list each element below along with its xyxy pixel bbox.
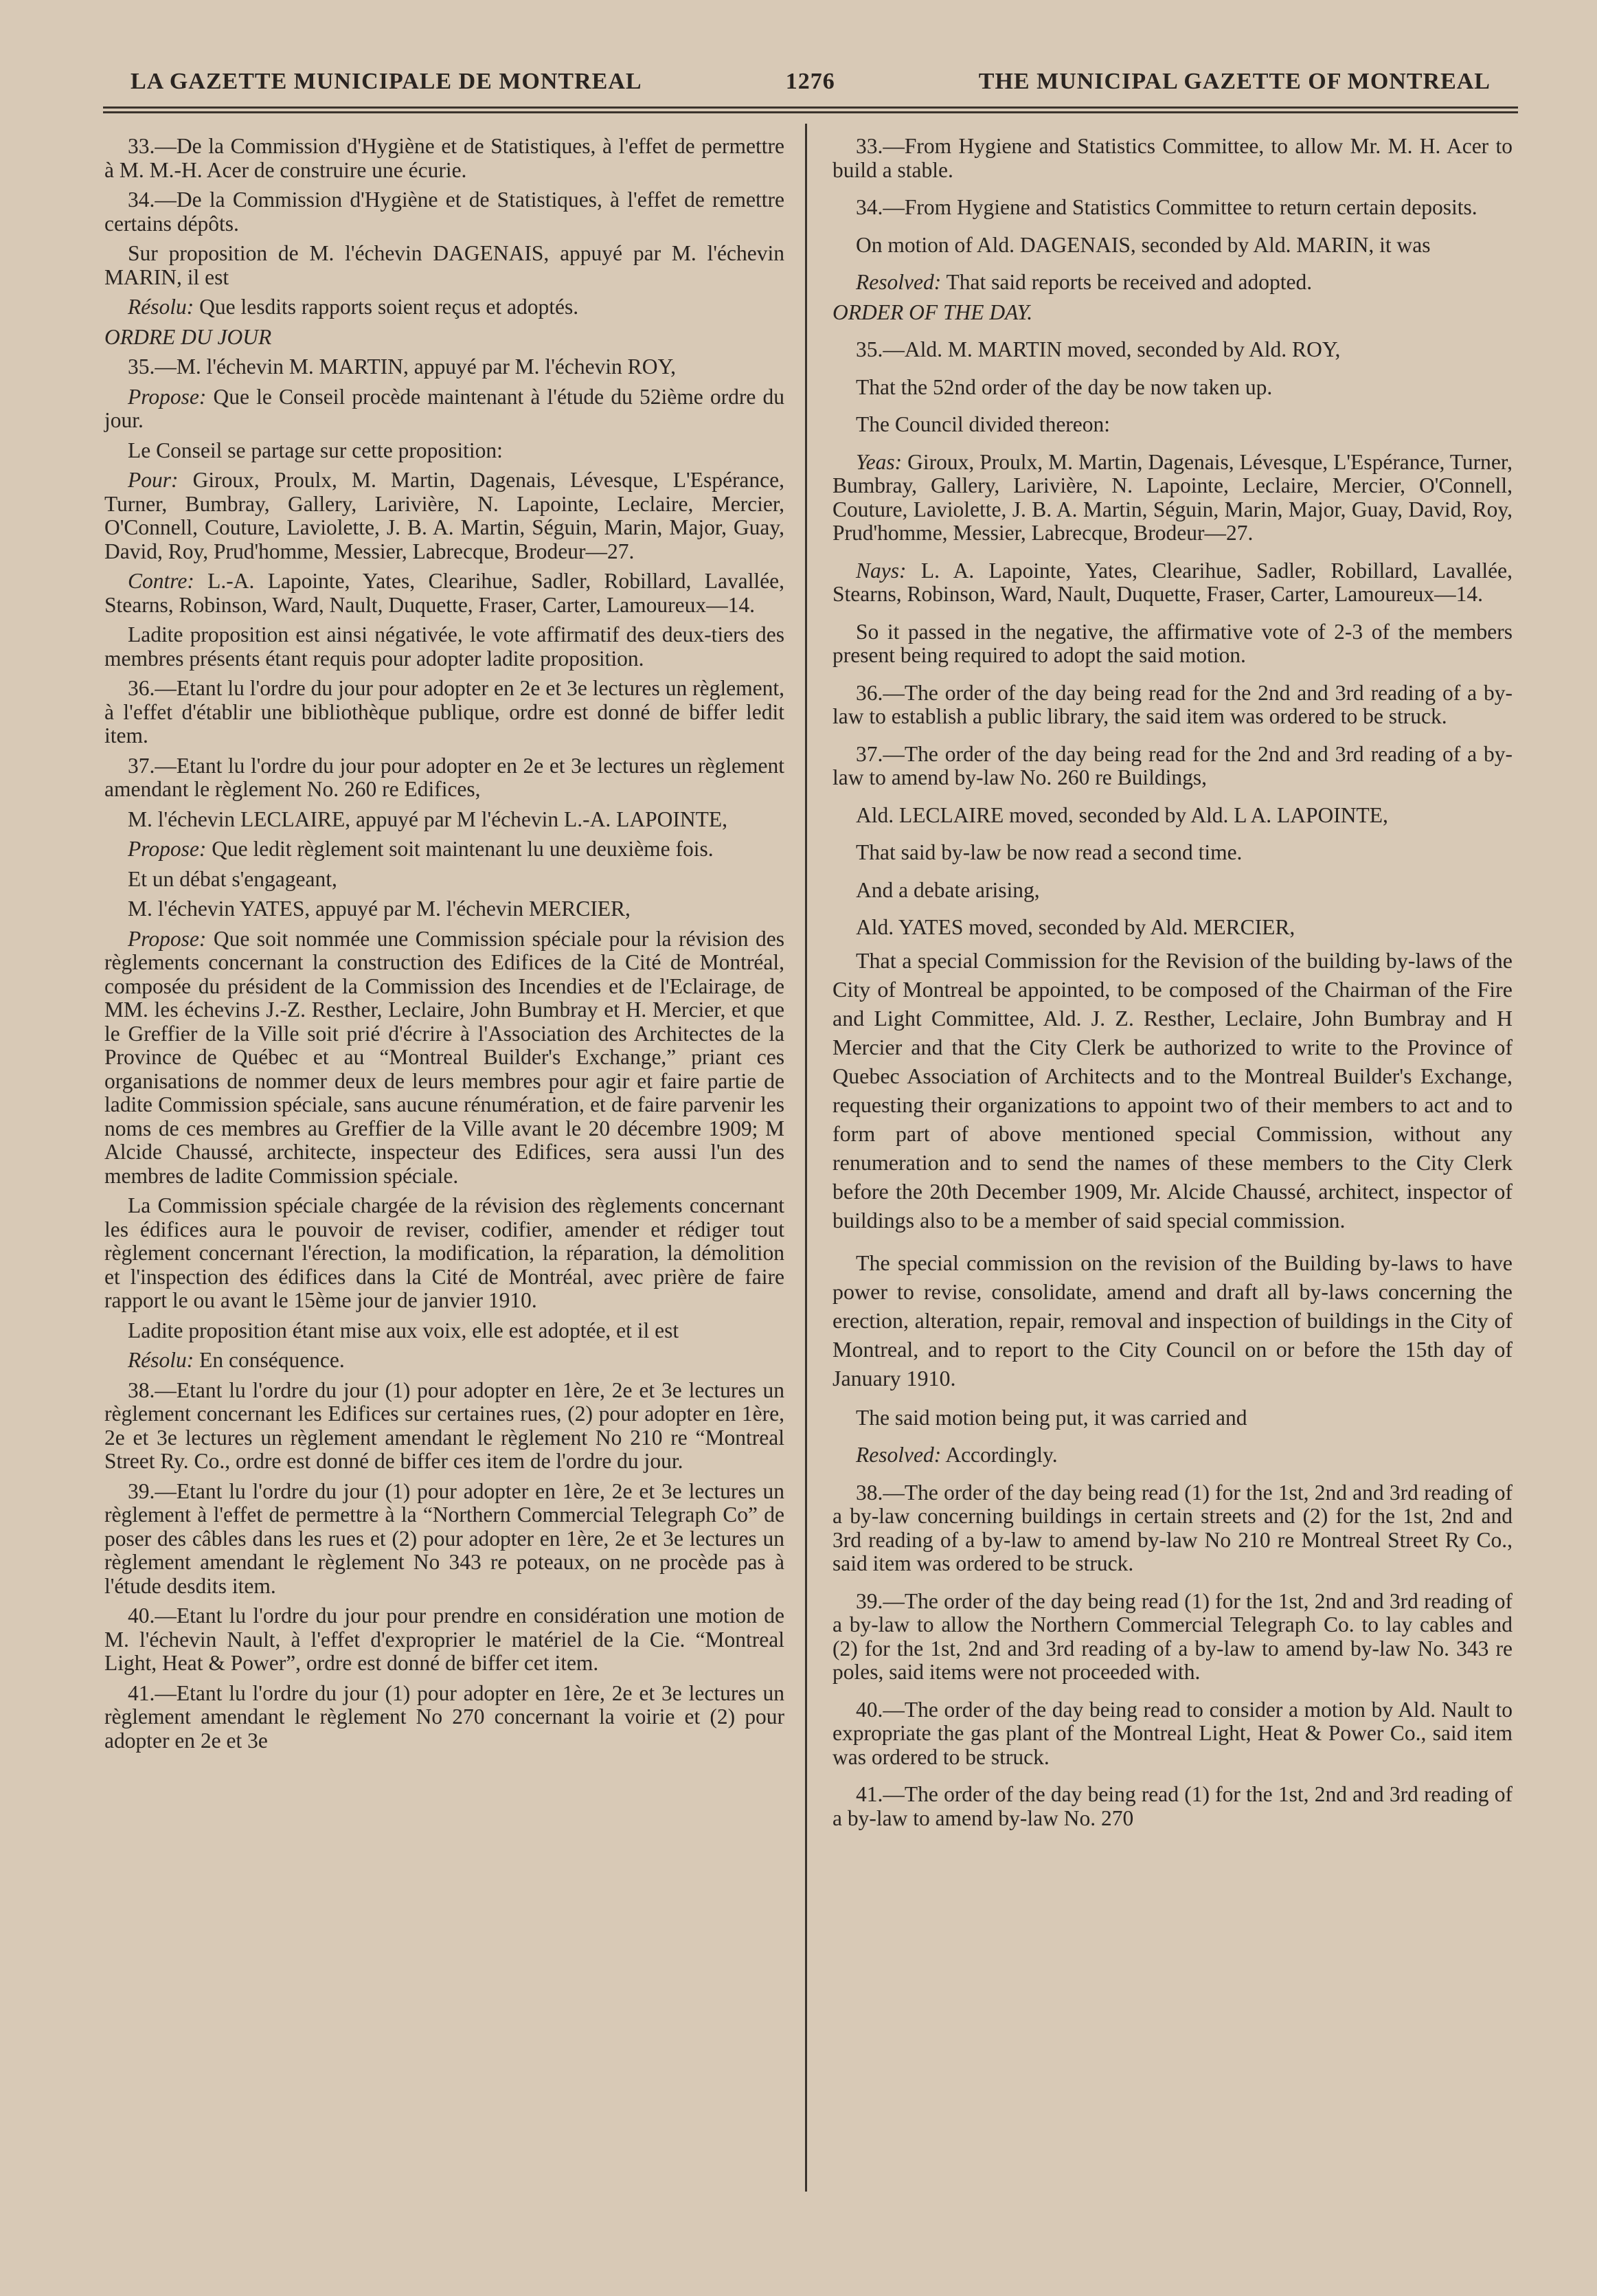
- paragraph-text: Que soit nommée une Commission spéciale pour la révision des règlements concernant la construction des Edifices de la Cité de Montréal, composée du président de la Commission des Incendies et de l'Eclairage, de MM. les échevins J.-Z. Resther, Leclaire, John Bumbray et H. Mercier, et que le Greffier de la Ville soit prié d'écrire à l'Association des Architectes de la Province de Québec et au “Montreal Builder's Exchange,” priant ces organisations de nommer deux de leurs membres pour agir et faire partie de ladite Commission spéciale, sans aucune rénumération, et de faire parvenir les noms de ces membres au Greffier de la Ville avant le 20 décembre 1909; M Alcide Chaussé, architecte, inspecteur des Edifices, sera aussi l'un des membres de ladite Commission spéciale.: [104, 926, 784, 1188]
- paragraph-text: 35.—Ald. M. MARTIN moved, seconded by Ald. ROY,: [856, 337, 1341, 361]
- paragraph: [104, 439, 784, 463]
- paragraph-text: L. A. Lapointe, Yates, Clearihue, Sadler, Robillard, Lavallée, Stearns, Robinson, Ward, Nault, Duquette, Fraser, Carter, Lamoureux—14.: [833, 558, 1513, 606]
- paragraph: [833, 841, 1513, 865]
- paragraph-text: La Commission spéciale chargée de la révision des règlements concernant les édifices aura le pouvoir de reviser, codifier, amender et rédiger tout règlement concernant l'érection, la modification, la réparation, la démolition et l'inspection des édifices dans la Cité de Montréal, avec prière de faire rapport le ou avant le 15ème jour de janvier 1910.: [104, 1193, 784, 1312]
- motion-label: Resolved:: [856, 270, 942, 294]
- paragraph-text: 41.—The order of the day being read (1) for the 1st, 2nd and 3rd reading of a by-law to amend by-law No. 270: [833, 1782, 1513, 1830]
- paragraph-text: Giroux, Proulx, M. Martin, Dagenais, Lévesque, L'Espérance, Turner, Bumbray, Gallery, Larivière, N. Lapointe, Leclaire, Mercier, O'Connell, Couture, Laviolette, J. B. A. Martin, Séguin, Marin, Major, Guay, David, Roy, Prud'homme, Messier, Labrecque, Brodeur—27.: [833, 449, 1513, 545]
- paragraph-text: Que lesdits rapports soient reçus et adoptés.: [194, 295, 579, 319]
- paragraph-text: 33.—From Hygiene and Statistics Committee, to allow Mr. M. H. Acer to build a stable.: [833, 134, 1513, 182]
- paragraph: [833, 234, 1513, 258]
- paragraph-text: On motion of Ald. DAGENAIS, seconded by Ald. MARIN, it was: [856, 232, 1431, 257]
- paragraph-text: 40.—The order of the day being read to consider a motion by Ald. Nault to expropriate the gas plant of the Montreal Light, Heat & Power Co., said item was ordered to be struck.: [833, 1697, 1513, 1769]
- header-rule: [103, 106, 1518, 109]
- paragraph: [833, 376, 1513, 400]
- paragraph: [833, 338, 1513, 362]
- paragraph-text: Et un débat s'engageant,: [128, 866, 337, 891]
- paragraph-text: 35.—M. l'échevin M. MARTIN, appuyé par M. l'échevin ROY,: [128, 354, 677, 379]
- paragraph-text: And a debate arising,: [856, 877, 1040, 902]
- paragraph: [104, 1379, 784, 1474]
- paragraph: [104, 1682, 784, 1753]
- paragraph: [104, 623, 784, 671]
- paragraph: [833, 1406, 1513, 1430]
- paragraph-text: 36.—The order of the day being read for the 2nd and 3rd reading of a by-law to establish a public library, the said item was ordered to be struck.: [833, 680, 1513, 728]
- section-heading: ORDER OF THE DAY.: [833, 300, 1033, 324]
- paragraph-text: 36.—Etant lu l'ordre du jour pour adopter en 2e et 3e lectures un règlement, à l'effet d'établir une bibliothèque publique, ordre est donné de biffer ledit item.: [104, 676, 784, 747]
- paragraph: [833, 879, 1513, 903]
- motion-label: Résolu:: [128, 295, 194, 319]
- paragraph: [833, 1590, 1513, 1685]
- paragraph-text: Que le Conseil procède maintenant à l'étude du 52ième ordre du jour.: [104, 384, 784, 432]
- paragraph: [104, 355, 784, 379]
- paragraph-text: Sur proposition de M. l'échevin DAGENAIS, appuyé par M. l'échevin MARIN, il est: [104, 241, 784, 289]
- paragraph: [104, 135, 784, 182]
- column-divider: [805, 124, 807, 2192]
- paragraph-text: Le Conseil se partage sur cette proposition:: [128, 438, 503, 462]
- motion-label: Propose:: [128, 384, 207, 409]
- motion-label: Propose:: [128, 926, 207, 951]
- paragraph: [833, 196, 1513, 220]
- paragraph: [104, 188, 784, 236]
- motion-label: Contre:: [128, 569, 194, 593]
- paragraph: [104, 754, 784, 802]
- paragraph: [104, 570, 784, 617]
- paragraph-text: That the 52nd order of the day be now taken up.: [856, 374, 1273, 399]
- paragraph: [104, 868, 784, 892]
- running-header: [131, 69, 1491, 95]
- paragraph-text: Que ledit règlement soit maintenant lu une deuxième fois.: [206, 837, 714, 861]
- paragraph-text: 38.—The order of the day being read (1) for the 1st, 2nd and 3rd reading of a by-law concerning buildings in certain streets and (2) for the 1st, 2nd and 3rd reading of a by-law to amend by-law No 210 re Montreal Street Ry Co., said item was ordered to be struck.: [833, 1480, 1513, 1575]
- motion-label: Nays:: [856, 558, 907, 583]
- paragraph-text: That a special Commission for the Revision of the building by-laws of the City of Montreal be appointed, to be composed of the Chairman of the Fire and Light Committee, Ald. J. Z. Resther, Leclaire, John Bumbray and H Mercier and that the City Clerk be authorized to write to the Province of Quebec Association of Architects and to the Montreal Builder's Exchange, requesting their organizations to appoint two of their members to act and to form part of above mentioned special Commission, without any renumeration and to send the names of these members to the City Clerk before the 20th December 1909, Mr. Alcide Chaussé, architect, inspector of buildings also to be a member of said special commission.: [833, 947, 1513, 1233]
- paragraph: [104, 897, 784, 921]
- paragraph: [833, 559, 1513, 607]
- paragraph: [833, 946, 1513, 1235]
- paragraph-text: Ald. LECLAIRE moved, seconded by Ald. L A. LAPOINTE,: [856, 802, 1388, 827]
- paragraph-text: 34.—From Hygiene and Statistics Committee to return certain deposits.: [856, 195, 1477, 219]
- paragraph: [104, 242, 784, 289]
- paragraph-text: 37.—Etant lu l'ordre du jour pour adopter en 2e et 3e lectures un règlement amendant le règlement No. 260 re Edifices,: [104, 753, 784, 801]
- paragraph: [104, 1319, 784, 1343]
- paragraph-text: The special commission on the revision of the Building by-laws to have power to revise, consolidate, amend and draft all by-laws concerning the erection, alteration, repair, removal and inspection of buildings in the City of Montreal, and to report to the City Council on or before the 15th day of January 1910.: [833, 1250, 1513, 1391]
- header-french-title: LA GAZETTE MUNICIPALE DE MONTREAL: [131, 69, 642, 94]
- paragraph-text: That said reports be received and adopted.: [941, 270, 1313, 294]
- paragraph-text: 34.—De la Commission d'Hygiène et de Statistiques, à l'effet de remettre certains dépôts.: [104, 188, 784, 236]
- paragraph: [833, 1248, 1513, 1393]
- french-column: [104, 135, 784, 1759]
- section-heading: ORDRE DU JOUR: [104, 324, 272, 349]
- paragraph: [833, 1698, 1513, 1770]
- paragraph-text: 38.—Etant lu l'ordre du jour (1) pour adopter en 1ère, 2e et 3e lectures un règlement concernant les Edifices sur certaines rues, (2) pour adopter en 1ère, 2e et 3e lectures un règlement amendant le règlement No 210 re “Montreal Street Ry. Co., ordre est donné de biffer ces item de l'ordre du jour.: [104, 1377, 784, 1473]
- paragraph: [833, 1481, 1513, 1576]
- paragraph: [833, 682, 1513, 729]
- paragraph: [104, 677, 784, 748]
- paragraph: [833, 135, 1513, 182]
- paragraph: [104, 469, 784, 563]
- paragraph: [833, 743, 1513, 790]
- paragraph: [104, 1194, 784, 1313]
- paragraph-text: Ladite proposition est ainsi négativée, le vote affirmatif des deux-tiers des membres présents étant requis pour adopter ladite proposition.: [104, 622, 784, 671]
- motion-label: Resolved:: [856, 1443, 942, 1467]
- paragraph-text: 33.—De la Commission d'Hygiène et de Statistiques, à l'effet de permettre à M. M.-H. Acer de construire une écurie.: [104, 134, 784, 182]
- motion-label: Propose:: [128, 837, 207, 861]
- motion-label: Pour:: [128, 468, 179, 492]
- paragraph: [833, 413, 1513, 437]
- header-rule-thin: [103, 111, 1518, 113]
- paragraph: [104, 295, 784, 319]
- paragraph: [833, 1783, 1513, 1830]
- paragraph: [104, 927, 784, 1189]
- paragraph-text: The said motion being put, it was carried and: [856, 1405, 1247, 1430]
- motion-label: Yeas:: [856, 449, 903, 474]
- paragraph: [833, 804, 1513, 828]
- paragraph-text: Giroux, Proulx, M. Martin, Dagenais, Lévesque, L'Espérance, Turner, Bumbray, Gallery, Larivière, N. Lapointe, Leclaire, Mercier, O'Connell, Couture, Laviolette, J. B. A. Martin, Séguin, Marin, Major, Guay, David, Roy, Prud'homme, Messier, Labrecque, Brodeur—27.: [104, 468, 784, 563]
- paragraph: [833, 451, 1513, 545]
- paragraph-text: M. l'échevin LECLAIRE, appuyé par M l'échevin L.-A. LAPOINTE,: [128, 807, 728, 831]
- paragraph: [833, 271, 1513, 295]
- paragraph-text: So it passed in the negative, the affirmative vote of 2-3 of the members present being required to adopt the said motion.: [833, 619, 1513, 667]
- paragraph: [104, 837, 784, 862]
- paragraph: [104, 808, 784, 832]
- paragraph: [104, 1604, 784, 1676]
- paragraph-text: Ladite proposition étant mise aux voix, elle est adoptée, et il est: [128, 1318, 679, 1342]
- paragraph: [833, 1443, 1513, 1467]
- paragraph-text: M. l'échevin YATES, appuyé par M. l'échevin MERCIER,: [128, 897, 631, 921]
- paragraph-text: Accordingly.: [941, 1443, 1058, 1467]
- paragraph-text: That said by-law be now read a second time.: [856, 840, 1243, 864]
- paragraph-text: 41.—Etant lu l'ordre du jour (1) pour adopter en 1ère, 2e et 3e lectures un règlement amendant le règlement No 270 concernant la voirie et (2) pour adopter en 2e et 3e: [104, 1680, 784, 1753]
- paragraph-text: En conséquence.: [194, 1348, 345, 1372]
- paragraph-text: Ald. YATES moved, seconded by Ald. MERCIER,: [856, 915, 1295, 939]
- header-english-title: THE MUNICIPAL GAZETTE OF MONTREAL: [978, 69, 1491, 94]
- motion-label: Résolu:: [128, 1348, 194, 1372]
- page-number: 1276: [785, 69, 835, 94]
- paragraph-text: 39.—The order of the day being read (1) for the 1st, 2nd and 3rd reading of a by-law to allow the Northern Commercial Telegraph Co. to lay cables and (2) for the 1st, 2nd and 3rd reading of a by-law to amend by-law No. 343 re poles, said items were not proceeded with.: [833, 1588, 1513, 1684]
- paragraph: [833, 620, 1513, 668]
- paragraph: [104, 385, 784, 433]
- paragraph-text: 39.—Etant lu l'ordre du jour (1) pour adopter en 1ère, 2e et 3e lectures un règlement à l'effet de permettre à la “Northern Commercial Telegraph Co” de poser des câbles dans les rues et (2) pour adopter en 1ère, 2e et 3e lectures un règlement amendant le règlement No 343 re poteaux, on ne procède pas à l'étude desdits item.: [104, 1478, 784, 1598]
- paragraph-text: 37.—The order of the day being read for the 2nd and 3rd reading of a by-law to amend by-law No. 260 re Buildings,: [833, 741, 1513, 789]
- paragraph: [104, 1349, 784, 1373]
- english-column: [833, 135, 1513, 1836]
- paragraph-text: L.-A. Lapointe, Yates, Clearihue, Sadler, Robillard, Lavallée, Stearns, Robinson, Ward, Nault, Duquette, Fraser, Carter, Lamoureux—14.: [104, 569, 784, 617]
- paragraph: [104, 1480, 784, 1599]
- paragraph-text: 40.—Etant lu l'ordre du jour pour prendre en considération une motion de M. l'échevin Nault, à l'effet d'exproprier le matériel de la Cie. “Montreal Light, Heat & Power”, ordre est donné de biffer cet item.: [104, 1603, 784, 1675]
- paragraph-text: The Council divided thereon:: [856, 412, 1111, 436]
- paragraph: [833, 916, 1513, 940]
